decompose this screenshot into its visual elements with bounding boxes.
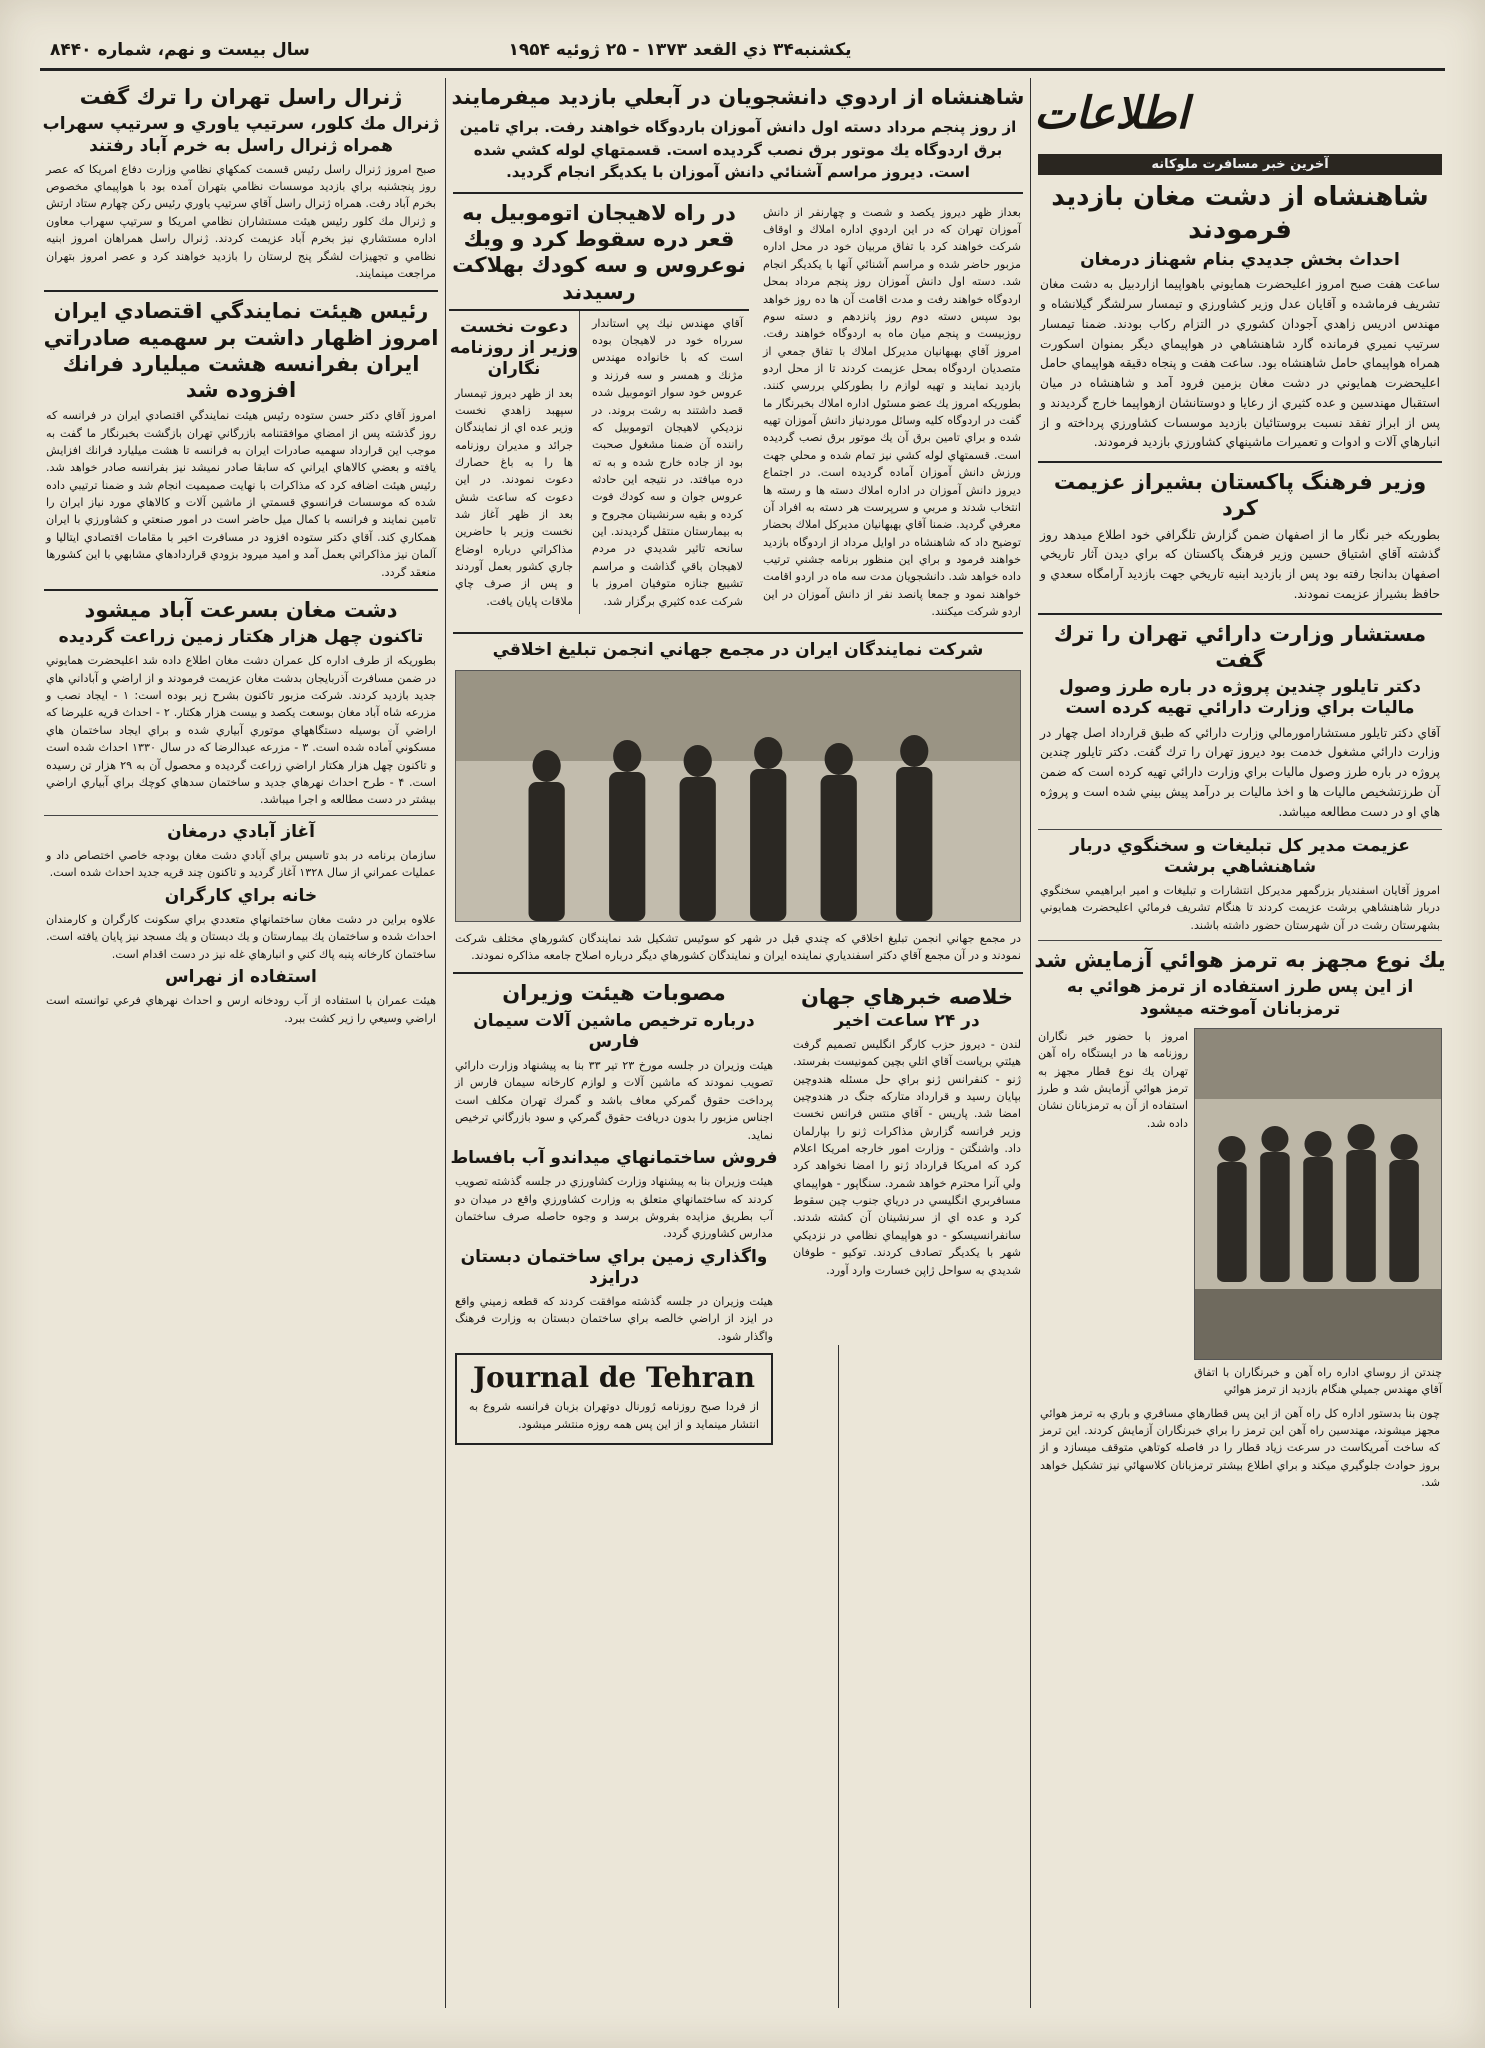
headline: آغاز آبادي درمغان [167, 821, 315, 842]
dateline [40, 38, 1445, 71]
lead-text: از روز پنجم مرداد دسته اول دانش آموزان باردوگاه خواهند رفت. براي تامين برق اردوگاه يك موتور برق نصب گرديده است. قسمتهاي لوله كشي شده است. ديروز مراسم آشنائي دانش آموزان با يكديگر انجام گرديد. [459, 118, 1017, 182]
article-body: هيئت وزيران در جلسه گذشته موافقت كردند كه قطعه زميني واقع در ايزد از اراضي خالصه براي ساختمان دبستان به وزارت فرهنگ واگذار شود. [455, 1295, 773, 1343]
article-body: بعد از ظهر ديروز تيمسار سپهبد زاهدي نخست وزير عده اي از نمايندگان جرائد و مديران روزنامه ها را به باغ حصارك دعوت نمودند. در اين دعوت كه ساعت شش بعد از ظهر آغاز شد نخست وزير با حاضرين مذاكراتي درباره اوضاع جاري كشور بعمل آوردند و پس از صرف چاي ملاقات پايان يافت. [455, 386, 573, 608]
article-body: امروز آقاي دكتر حسن ستوده رئيس هيئت نمايندگي اقتصادي ايران در فرانسه كه روز گذشته پس از امضاي موافقتنامه بازرگاني تهران بازگشت بخبرنگار ما گفت به موجب اين قرارداد سهميه صادرات ايران به فرانسه تا هشت ميليارد فرانك افزايش يافته و بعضي كالاهاي ايراني كه سابقا صادر نميشد نيز بفرانسه صادر خواهد شد. رئيس هيئت اضافه كرد كه مذاكرات با نهايت صميميت انجام شد و ضمنا ترتيبي داده شده كه موسسات فرانسوي قسمتي از ماشين آلات و كالاهاي مورد نياز ايران را تامين نمايند و فرانسه با كمال ميل حاضر است در امور صنعتي و كشاورزي با ايران همكاري كند. آقاي دكتر ستوده افزود در مسافرت اخير با مقامات اقتصادي ايتاليا و آلمان نيز مذاكراتي بعمل آمد و اميد ميرود بزودي قراردادهاي مشابهي با اين كشورها منعقد گردد. [46, 409, 436, 579]
subheadline: تاكنون چهل هزار هكتار زمين زراعت گرديده [58, 627, 424, 648]
headline: عزيمت مدير كل تبليغات و سخنگوي دربار شاهنشاهي برشت [1070, 835, 1410, 877]
subheadline: فروش ساختمانهاي ميداندو آب بافساط [450, 1147, 778, 1168]
divider [44, 290, 438, 292]
divider [1038, 461, 1442, 463]
subheadline: دكتر تايلور چندين پروژه در باره طرز وصول ماليات براي وزارت دارائي تهيه كرده است [1058, 677, 1421, 719]
headline: استفاده از نهراس [165, 966, 317, 987]
headline: ژنرال راسل تهران را ترك گفت [79, 85, 403, 109]
headline: يك نوع مجهز به ترمز هوائي آزمايش شد [1034, 948, 1446, 973]
headline: شاهنشاه از اردوي دانشجويان در آبعلي بازديد ميفرمايند [451, 85, 1025, 109]
train-brake-photo [1194, 1028, 1442, 1360]
headline: شركت نمايندگان ايران در مجمع جهاني انجمن تبليغ اخلاقي [492, 640, 984, 661]
headline: دعوت نخست وزير از روزنامه نگاران [449, 316, 579, 380]
divider [453, 632, 1023, 634]
article-body: هيئت وزيران در جلسه مورخ ۲۳ تير ۳۳ بنا به پيشنهاد وزارت دارائي تصويب نمودند كه ماشين آلات و لوازم كارخانه سيمان فارس از پرداخت حقوق گمركي معاف باشد و گمرك تهران مكلف است اجناس مزبور را بدون دريافت حقوق گمركي و سود بازرگاني ترخيص نمايد. [455, 1059, 774, 1142]
article-body: ساعت هفت صبح امروز اعليحضرت همايوني باهواپيما ازاردبيل به دشت مغان تشريف فرماشده و آقايان عدل وزير كشاورزي و تيمسار سرلشگر گيلانشاه و مهندس ادريس زاهدي آجودان كشوري در التزام ركاب بودند. ضمنا تيمسار سرتيپ نميري فرمانده گارد شاهنشاهي در هواپيماي ديگر بمنوان اسكورت همراه هواپيماي حامل شاهنشاه بود. ساعت هفت و پنجاه دقيقه هواپيماي حامل اعليحضرت همايوني در دشت مغان بزمين فرود آمد و شاهنشاه در ميان استقبال مهندسين و عده كثيري از رعايا و دوستانشان ازهواپيما خارج گرديدند و پس از ابراز تفقد نسبت بروستائيان بازديد موسسات كشاورزي پرداخته و از انبارهاي آلات و ادوات و تعميرات ماشينهاي كشاورزي بازديد فرمودند. [1040, 277, 1440, 450]
article-body: آقاي دكتر تايلور مستشارامورمالي وزارت دارائي كه طبق قرارداد اصل چهار در وزارت دارائي مشغول خدمت بود ديروز تهران را ترك گفت. دكتر تايلور چندين پروژه در باره طرز وصول ماليات براي وزارت دارائي تهيه كرده است كه ضمن آن طرزتشخيص ماليات ها و اخذ ماليات بر درآمد پيش بيني شده است و پروژه هاي او در دست مطالعه ميباشد. [1040, 725, 1440, 819]
headline: خلاصه خبرهاي جهان [801, 985, 1013, 1010]
column-rule [445, 78, 446, 2008]
headline: دشت مغان بسرعت آباد ميشود [84, 597, 398, 622]
newspaper-logo: اطلاعات [1034, 87, 1189, 139]
subheadline: در ۲۴ ساعت اخير [834, 1010, 980, 1031]
subheadline: ژنرال مك كلور، سرتيپ ياوري و سرتيپ سهراب همراه ژنرال راسل به خرم آباد رفتند [42, 114, 440, 156]
article-body: چون بنا بدستور اداره كل راه آهن از اين پس قطارهاي مسافري و باري به ترمز هوائي مجهز ميشوند، مهندسين راه آهن اين ترمز را براي خبرنگاران آزمايش كردند. اين ترمز كه ساخت آمريكاست در سرعت زياد قطار را در فاصله كوتاهي متوقف ميسازد و از بروز حوادث جلوگيري ميكند و براي اطلاع بيشتر ترمزبانان كلاسهائي نيز تشكيل خواهد شد. [1040, 1406, 1440, 1490]
divider [44, 589, 438, 591]
headline: مستشار وزارت دارائي تهران را ترك گفت [1053, 621, 1427, 672]
photo-illustration [1195, 1029, 1441, 1359]
article-body: آقاي مهندس نيك پي استاندار سرراه خود در لاهيجان بوده است كه با خانواده مهندس مژنك و همسر و سه فرزند و عروس خود سوار اتوموبيل شده قصد داشتند به رشت بروند. در نزديكي لاهيجان اتوموبيل كه راننده آن ضمنا مشغول صحبت بود از جاده خارج شده و به ته دره ميافتد. در نتيجه اين حادثه عروس جوان و سه كودك فوت كرده و بقيه سرنشينان مجروح و به بيمارستان منتقل گرديدند. اين سانحه تاثير شديدي در مردم لاهيجان باقي گذاشت و مراسم تشييع جنازه متوفيان امروز با شركت عده كثيري برگزار شد. [592, 316, 743, 608]
photo-illustration [456, 671, 1020, 921]
headline: در راه لاهيجان اتوموبيل به قعر دره سقوط كرد و ويك نوعروس و سه كودك بهلاكت رسيدند [449, 200, 749, 311]
subheadline: درباره ترخيص ماشين آلات سيمان فارس [473, 1010, 755, 1052]
headline: شاهنشاه از دشت مغان بازديد فرمودند [1051, 182, 1429, 245]
headline: وزير فرهنگ پاكستان بشيراز عزيمت كرد [1053, 470, 1427, 521]
masthead [1034, 78, 1446, 148]
section-tag: آخرين خبر مسافرت ملوكانه [1038, 154, 1442, 175]
journal-de-tehran-box [455, 1353, 773, 1445]
article-body: سازمان برنامه در بدو تاسيس براي آبادي دشت مغان بودجه خاصي اختصاص داد و عمليات عمراني از سال ۱۳۲۸ آغاز گرديد و تاكنون چند قريه جديد احداث شده است. [46, 848, 436, 880]
article-body: صبح امروز ژنرال راسل رئيس قسمت كمكهاي نظامي وزارت دفاع امريكا كه عصر روز پنجشنبه براي بازديد موسسات نظامي بتهران آمده بود با هواپيماي مخصوص بخرم آباد رفت. همراه ژنرال راسل آقاي سرتيپ ياوري رئيس ركن چهارم ستاد ارتش و ژنرال مك كلور رئيس هيئت مستشاران نظامي امريكا و سرتيپ سهراب معاون اداره مستشاري نيز بخرم آباد عزيمت كردند. ژنرال راسل همراهان امروز ابنيه نظامي و تجهيزات لشگر پنج لرستان را بازديد خواهند كرد و عصر امروز بتهران مراجعت مينمايند. [46, 162, 436, 280]
divider [1038, 613, 1442, 615]
article-body: بطوريكه از طرف اداره كل عمران دشت مغان اطلاع داده شد اعليحضرت همايوني در ضمن مسافرت آذربايجان بدشت مغان عزيمت فرمودند و از اراضي و آباداني هاي جديد بازديد كردند. شركت مزبور تاكنون بشرح زير بوده است: ۱ - ايجاد نصب و مزرعه شاه آباد مغان بوسعت يكصد و بيست هزار هكتار. ۲ - احداث قريه عليرضا كه اراضي آن بوسيله دستگاههاي موتوري آبياري شده و براي ايجاد ساختمان هاي مسكوني آماده شده است. ۳ - مزرعه عبدالرضا كه در سال ۱۳۳۰ احداث شده است و تاكنون چهل هزار هكتار اراضي زراعت گرديده و محصول آن به ۲۹ هزار تن رسيده است. ۴ - طرح احداث نهرهاي جديد و ساختمان سدهاي كوچك براي آبياري اراضي بيشتر در دست مطالعه و اجرا ميباشد. [46, 654, 436, 807]
date-text: يكشنبه۳۴ ذي القعد ۱۳۷۳ - ۲۵ ژوئيه ۱۹۵۴ [508, 40, 852, 60]
article-body: علاوه براين در دشت مغان ساختمانهاي متعددي براي سكونت كارگران و كارمندان احداث شده و ساختمان يك بيمارستان و يك دبستان و يك مسجد نيز پايان يافته است. ساختمان كارخانه پنبه پاك كني و انبارهاي غله نيز در دست اقدام است. [46, 912, 436, 961]
column-left [40, 78, 442, 2008]
article-body: امروز با حضور خبر نگاران روزنامه ها در ايستگاه راه آهن تهران يك نوع قطار مجهز به ترمز هوائي آزمايش شد و طرز استفاده از آن به ترمزبانان نشان داده شد. [1038, 1029, 1188, 1130]
column-center [449, 78, 1027, 2008]
divider [1038, 829, 1442, 830]
article-body: بطوريكه خبر نگار ما از اصفهان ضمن گزارش تلگرافي خود اطلاع ميدهد روز گذشته آقاي اشتياق حسين وزير فرهنگ پاكستان كه براي ديدن آثار تاريخي اصفهان بدانجا رفته بود پس از بازديد ابنيه تاريخي جهت بازديد آرامگاه سعدي و حافظ بشيراز عزيمت نمودند. [1040, 527, 1440, 601]
article-body: هيئت عمران با استفاده از آب رودخانه ارس و احداث نهرهاي فرعي توانسته است اراضي وسيعي را زير كشت ببرد. [46, 994, 436, 1025]
journal-title: Journal de Tehran [472, 1361, 756, 1395]
congress-photo [455, 670, 1021, 922]
column-rule [1030, 78, 1031, 2008]
article-body: بعداز ظهر ديروز يكصد و شصت و چهارنفر از دانش آموزان تهران كه در اين اردوي اداره املاك و اوقاف شركت خواهند كرد با تفاق مربيان خود در محل اداره مزبور حاضر شده و مراسم آشنائي آنها با يكديگر انجام شد. دسته اول دانش آموزان روز پنجم مرداد بمحل اردوگاه خواهند رفت و مدت اقامت آن ها ده روز خواهد بود سپس دسته دوم روز پانزدهم و دسته سوم روزبيست و پنجم ميان ماه به اردوگاه خواهند رفت. امروز آقاي بهبهانيان مديركل املاك با تفاق جمعي از متصديان اردوگاه بمحل عزيمت كردند تا از محل اردو بازديد نمايند و تهيه لوازم را بطوركلي بررسي كنند. بطوريكه امروز يك عضو مسئول اداره املاك بخبرنگار ما گفت در اردوگاه كليه وسائل موردنياز دانش آموزان تهيه شده و براي تامين برق آن يك موتور برق نصب گرديده است. قسمتهاي لوله كشي نيز تمام شده و محلي جهت ورزش دانش آموزان آماده گرديده است. در اجتماع ديروز دانش آموزان در اداره املاك دسته ها و رسته ها انتخاب شدند و مربي و سرپرست هر دسته به افراد آن معرفي گرديد. ضمنا آقاي بهبهانيان مديركل املاك بحضار توضيح داد كه شاهنشاه در اوايل مرداد از اردوگاه بازديد خواهند فرمود و براي اين منظور برنامه جشني ترتيب داده خواهد شد. دانشجويان مدت سه ماه در اردو اقامت خواهند نمود و جمعا پانصد نفر از دانش آموزان در اين اردو شركت ميكنند. [763, 205, 1021, 619]
divider [1038, 940, 1442, 941]
subheadline: احداث بخش جديدي بنام شهناز درمغان [1080, 250, 1400, 270]
headline: رئيس هيئت نمايندگي اقتصادي ايران امروز اظهار داشت بر سهميه صادراتي ايران بفرانسه هشت ميليارد فرانك افزوده شد [43, 299, 439, 403]
issue-number: سال بيست و نهم، شماره ۸۴۴۰ [50, 40, 310, 60]
photo-caption: در مجمع جهاني انجمن تبليغ اخلاقي كه چندي قبل در شهر كو سوئيس تشكيل شد نمايندگان كشورهاي مختلف شركت نمودند و در آن مجمع آقاي دكتر اسفندياري نماينده ايران و نمايندگان كشورهاي ديگر درباره اصلاح جامعه مذاكره نمودند. [455, 931, 1021, 962]
article-body: از فردا صبح روزنامه ژورنال دوتهران بزبان فرانسه شروع به انتشار مينمايد و از اين پس همه روزه منتشر ميشود. [469, 1400, 759, 1431]
article-body: لندن - ديروز حزب كارگر انگليس تصميم گرفت هيئتي برياست آقاي اتلي بچين كمونيست بفرستد. ژنو - كنفرانس ژنو براي حل مسئله هندوچين بپايان رسيد و قرارداد متاركه جنگ در هندوچين امضا شد. پاريس - آقاي منتس فرانس نخست وزير فرانسه گزارش مذاكرات ژنو را بپارلمان داد. واشنگتن - وزارت امور خارجه امريكا اعلام كرد كه امريكا قرارداد ژنو را امضا نخواهد كرد ولي آنرا محترم خواهد شمرد. سنگاپور - هواپيماي مسافربري انگليسي در درياي جنوب چين سقوط كرد و عده اي از سرنشينان آن كشته شدند. سانفرانسيسكو - دو هواپيماي نظامي در نزديكي شهر با يكديگر تصادف كردند. توكيو - طوفان شديدي به سواحل ژاپن خسارت وارد آورد. [793, 1037, 1021, 1277]
divider [453, 972, 1023, 974]
subheadline: از اين پس طرز استفاده از ترمز هوائي به ترمزبانان آموخته ميشود [1066, 977, 1414, 1019]
divider [44, 815, 438, 816]
divider [453, 192, 1023, 194]
photo-caption: چندتن از روساي اداره راه آهن و خبرنگاران با اتفاق آقاي مهندس جميلي هنگام بازديد از ترمز هوائي [1194, 1365, 1442, 1397]
headline: مصوبات هيئت وزيران [502, 981, 726, 1006]
column-right [1034, 78, 1446, 2008]
subheadline: واگذاري زمين براي ساختمان دبستان درايزد [460, 1246, 768, 1288]
article-body: امروز آقايان اسفنديار بزرگمهر مديركل انتشارات و تبليغات و امير ابراهيمي سخنگوي دربار شاهنشاهي برشت عزيمت كردند تا هنگام تشريف فرمائي اعليحضرت همايوني بشهرستان رشت در آن شهرستان حضور داشته باشند. [1040, 884, 1440, 932]
article-body: هيئت وزيران بنا به پيشنهاد وزارت كشاورزي در جلسه گذشته تصويب كردند كه ساختمانهاي متعلق به وزارت كشاورزي واقع در ميدان دو آب بطريق مزايده بفروش برسد و وجوه حاصله صرف ساختمان مدارس كشاورزي گردد. [455, 1175, 773, 1241]
headline: خانه براي كارگران [164, 885, 318, 906]
